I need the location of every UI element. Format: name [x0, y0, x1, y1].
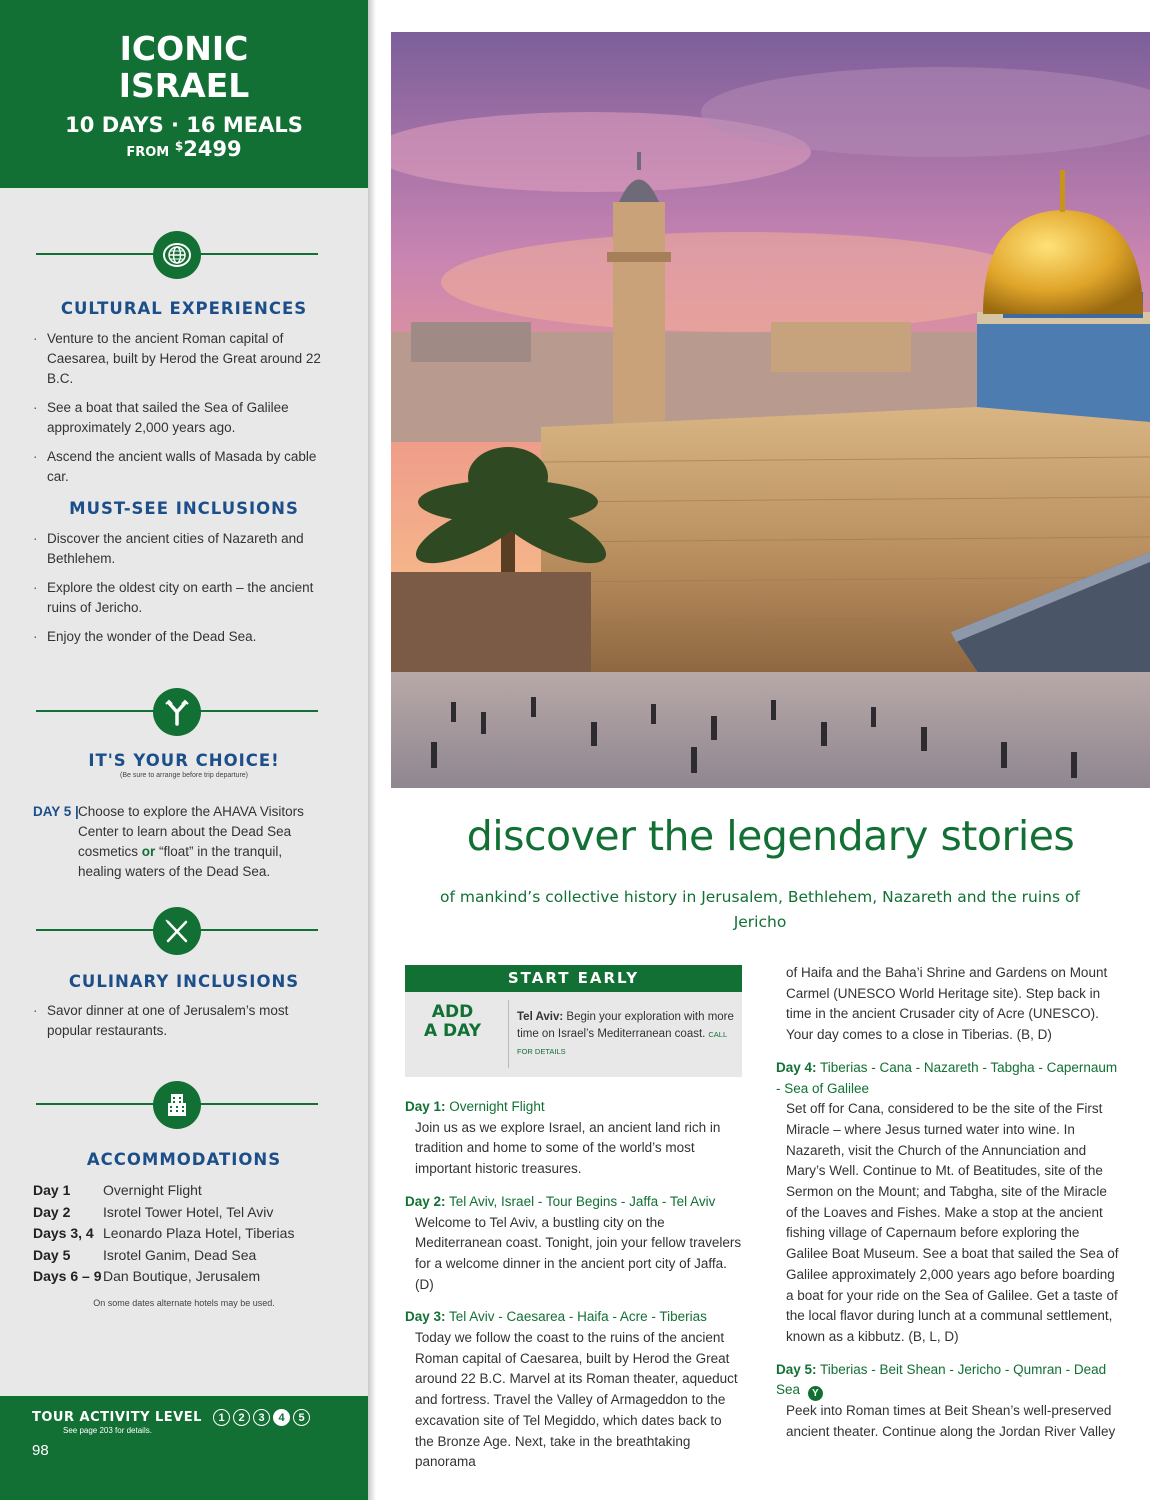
day-label: Day 5: — [776, 1361, 817, 1377]
sidebar-shadow — [368, 0, 376, 1500]
day-4 — [776, 1058, 1121, 1348]
add-a-day-text — [517, 1009, 737, 1060]
activity-sub: See page 203 for details. — [63, 1426, 152, 1435]
day-1 — [405, 1097, 742, 1180]
globe-icon — [153, 231, 201, 279]
start-early-box — [405, 965, 742, 1077]
accom-hotel: Dan Boutique, Jerusalem — [103, 1268, 261, 1284]
accom-day: Day 5 — [33, 1246, 71, 1263]
choice-badge-icon: Y — [808, 1386, 823, 1401]
day-header — [405, 1192, 742, 1213]
choice-divider — [36, 688, 318, 736]
table-row — [33, 1180, 333, 1202]
choice-or: or — [141, 844, 156, 859]
must-see-title: MUST-SEE INCLUSIONS — [69, 499, 299, 518]
activity-level-4: 4 — [273, 1409, 290, 1426]
headline: discover the legendary stories — [466, 812, 1075, 860]
table-row — [33, 1202, 333, 1224]
list-item: · Venture to the ancient Roman capital of Caesarea, built by Herod the Great around 22 B.C. — [33, 329, 333, 389]
start-early-bar: START EARLY — [405, 965, 742, 992]
add-a-day-label — [405, 1003, 500, 1041]
days-meals: 10 DAYS · 16 MEALS — [65, 113, 303, 137]
day-route: Overnight Flight — [445, 1099, 545, 1114]
accom-day: Day 1 — [33, 1182, 71, 1198]
currency-symbol: $ — [174, 139, 184, 153]
activity-level-5: 5 — [293, 1409, 310, 1426]
itinerary-column-1 — [405, 1097, 742, 1485]
day-body: Welcome to Tel Aviv, a bustling city on the Mediterranean coast. Tonight, join your fellow travelers for a welcome dinner in the ancient port city of Jaffa. (D) — [415, 1214, 742, 1292]
accommodations-title: ACCOMMODATIONS — [86, 1150, 282, 1169]
day-body: Peek into Roman times at Beit Shean’s well-preserved ancient theater. Continue along the Jordan River Valley — [786, 1403, 1116, 1440]
activity-level-2: 2 — [233, 1409, 250, 1426]
accommodations-table — [33, 1180, 333, 1288]
choice-note: (Be sure to arrange before trip departure) — [119, 772, 248, 779]
day-label: Day 3: — [405, 1309, 446, 1325]
add-line2: A DAY — [423, 1021, 482, 1041]
accom-hotel: Leonardo Plaza Hotel, Tiberias — [103, 1225, 295, 1241]
choice-text-b: “float” in the tranquil, healing waters of the Dead Sea. — [78, 844, 283, 879]
price: 2499 — [183, 137, 242, 161]
from-label: FROM — [126, 145, 170, 160]
must-see-list — [33, 529, 333, 656]
accommodations-note: On some dates alternate hotels may be used. — [93, 1298, 275, 1308]
choice-day-text — [78, 802, 328, 882]
itinerary-column-2 — [776, 963, 1121, 1455]
day-label: Day 1: — [405, 1099, 446, 1114]
day-label: Day 2: — [405, 1193, 446, 1209]
hotel-building-icon — [153, 1081, 201, 1129]
day-2 — [405, 1192, 742, 1296]
day-header — [776, 1360, 1121, 1402]
activity-label: TOUR ACTIVITY LEVEL — [32, 1410, 202, 1425]
subheadline: of mankind’s collective history in Jerusalem, Bethlehem, Nazareth and the ruins of Jericho — [440, 888, 1080, 931]
list-item: · Enjoy the wonder of the Dead Sea. — [33, 627, 333, 647]
culinary-list — [33, 1001, 333, 1050]
day-body: Set off for Cana, considered to be the site of the First Miracle – where Jesus turned water into wine. In Nazareth, visit the Church of the Annunciation and Mary’s Well. Continue to Mt. of Beatitudes, site of the Sermon on the Mount; and Tabgha, site of the Miracle of the Loaves and Fishes. Make a stop at the ancient fishing village of Capernaum before exploring the Galilee Boat Museum. See a boat that sailed the Sea of Galilee approximately 2,000 years ago before boarding a boat for your ride on the Sea of Galilee. Get a taste of the local flavor during lunch at a communal settlement, known as a kibbutz. (B, L, D) — [786, 1101, 1119, 1344]
list-item: · Discover the ancient cities of Nazareth and Bethlehem. — [33, 529, 333, 569]
table-row — [33, 1223, 333, 1245]
culinary-title: CULINARY INCLUSIONS — [68, 972, 300, 991]
jerusalem-photo — [391, 32, 1150, 788]
price-line — [0, 137, 368, 161]
tour-title-box — [0, 0, 368, 188]
choice-fork-icon — [153, 688, 201, 736]
culinary-divider — [36, 907, 318, 955]
fork-knife-icon — [153, 907, 201, 955]
day-route: Tiberias - Beit Shean - Jericho - Qumran - Dead Sea — [776, 1361, 1107, 1398]
table-row — [33, 1245, 333, 1267]
start-early-divider — [508, 1000, 509, 1068]
day-3 — [405, 1307, 742, 1473]
day-body: Today we follow the coast to the ruins of the ancient Roman capital of Caesarea, built by Herod the Great around 22 B.C. Marvel at its Roman theater, aqueduct and fortress. Travel the Valley of Armageddon to the excavation site of Tel Megiddo, which dates back to the Bronze Age. Next, take in the breathtaking panorama — [415, 1330, 738, 1470]
choice-day-label: DAY 5 | — [33, 804, 79, 819]
choice-title: IT'S YOUR CHOICE! — [88, 751, 280, 770]
call-for-details: CALL FOR DETAILS — [517, 1030, 727, 1056]
day-5 — [776, 1360, 1121, 1443]
day-label: Day 4: — [776, 1059, 817, 1075]
day-header — [405, 1307, 742, 1328]
add-day-city: Tel Aviv: — [517, 1011, 564, 1023]
accom-hotel: Overnight Flight — [103, 1182, 202, 1198]
cultural-divider — [36, 231, 318, 279]
activity-level-box — [0, 1396, 368, 1500]
activity-levels — [213, 1409, 310, 1426]
list-item: · Savor dinner at one of Jerusalem’s most popular restaurants. — [33, 1001, 333, 1041]
day-route: Tel Aviv, Israel - Tour Begins - Jaffa - Tel Aviv — [445, 1193, 716, 1209]
day-header — [405, 1097, 742, 1118]
accom-day: Days 3, 4 — [33, 1225, 94, 1241]
list-item: · Explore the oldest city on earth – the ancient ruins of Jericho. — [33, 578, 333, 618]
activity-level-3: 3 — [253, 1409, 270, 1426]
page-number: 98 — [32, 1442, 49, 1459]
add-line1: ADD — [431, 1002, 474, 1022]
activity-level-1: 1 — [213, 1409, 230, 1426]
choice-text-a: Choose to explore the AHAVA Visitors Center to learn about the Dead Sea cosmetics — [78, 804, 304, 859]
tour-title — [0, 0, 368, 104]
day-header — [776, 1058, 1121, 1099]
day-3-continued: of Haifa and the Baha’i Shrine and Gardens on Mount Carmel (UNESCO World Heritage site). Step back in time in the ancient Crusader city of Acre (UNESCO). Your day comes to a close in Tiberias. (B, D) — [786, 965, 1108, 1043]
day-route: Tiberias - Cana - Nazareth - Tabgha - Capernaum - Sea of Galilee — [776, 1059, 1118, 1096]
accommodations-divider — [36, 1081, 318, 1129]
tour-title-line2: ISRAEL — [118, 66, 250, 105]
table-row — [33, 1266, 333, 1288]
accom-day: Day 2 — [33, 1203, 71, 1220]
add-day-desc: Begin your exploration with more time on Israel’s Mediterranean coast. — [517, 1011, 734, 1040]
tour-title-line1: ICONIC — [119, 29, 249, 68]
day-body: Join us as we explore Israel, an ancient land rich in tradition and home to some of the world’s most important historic treasures. — [415, 1119, 721, 1177]
cultural-title: CULTURAL EXPERIENCES — [60, 299, 308, 318]
cultural-list — [33, 329, 333, 496]
list-item: · See a boat that sailed the Sea of Galilee approximately 2,000 years ago. — [33, 398, 333, 438]
accom-hotel: Isrotel Tower Hotel, Tel Aviv — [103, 1203, 274, 1220]
accom-hotel: Isrotel Ganim, Dead Sea — [103, 1246, 257, 1263]
accom-day: Days 6 – 9 — [33, 1268, 102, 1284]
list-item: · Ascend the ancient walls of Masada by cable car. — [33, 447, 333, 487]
day-route: Tel Aviv - Caesarea - Haifa - Acre - Tiberias — [445, 1309, 707, 1325]
